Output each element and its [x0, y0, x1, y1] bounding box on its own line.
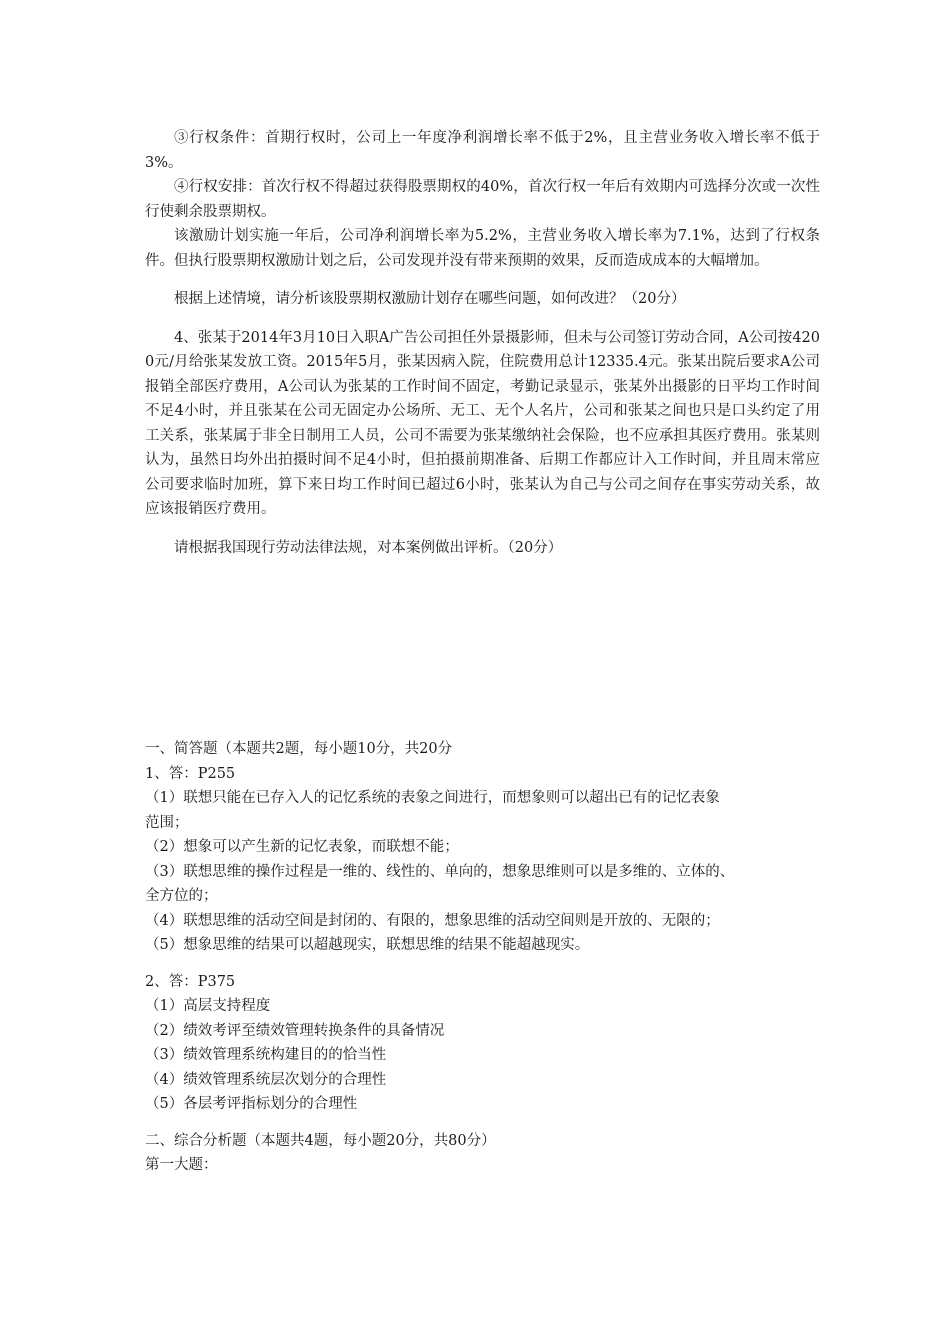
- result-paragraph: 该激励计划实施一年后，公司净利润增长率为5.2%，主营业务收入增长率为7.1%，达到了行权条件。但执行股票期权激励计划之后，公司发现并没有带来预期的效果，反而造成成本的大幅增加。: [145, 228, 820, 269]
- answer-1-item: 全方位的；: [145, 888, 218, 904]
- answer-1-item: （1）联想只能在已存入人的记忆系统的表象之间进行，而想象则可以超出已有的记忆表象: [145, 790, 720, 806]
- answer-2-item: （3）绩效管理系统构建目的的恰当性: [145, 1047, 387, 1063]
- answer-2-item: （5）各层考评指标划分的合理性: [145, 1096, 358, 1112]
- answer-1-item: （4）联想思维的活动空间是封闭的、有限的，想象思维的活动空间则是开放的、无限的；: [145, 912, 720, 929]
- section-2-title: 二、综合分析题（本题共4题，每小题20分，共80分）: [145, 1132, 496, 1149]
- question-3-prompt: 根据上述情境，请分析该股票期权激励计划存在哪些问题，如何改进？（20分）: [174, 291, 686, 307]
- answer-1-heading: 1、答：P255: [145, 765, 236, 782]
- section-1-title: 一、简答题（本题共2题，每小题10分，共20分: [145, 741, 453, 757]
- answer-2-item: （1）高层支持程度: [145, 998, 271, 1014]
- answer-2-heading: 2、答：P375: [145, 973, 236, 990]
- question-4-prompt: 请根据我国现行劳动法律法规，对本案例做出评析。（20分）: [174, 539, 563, 556]
- case-4-paragraph: 4、张某于2014年3月10日入职A广告公司担任外景摄影师，但未与公司签订劳动合同，A公司按4200元/月给张某发放工资。2015年5月，张某因病入院，住院费用总计12335.4元。张某出院后要求A公司报销全部医疗费用，A公司认为张某的工作时间不固定，考勤记录显示，张某外出摄影的日平均工作时间不足4小时，并且张某在公司无固定办公场所、无工、无个人名片，公司和张某之间也只是口头约定了用工关系，张某属于非全日制用工人员，公司不需要为张某缴纳社会保险，也不应承担其医疗费用。张某则认为，虽然日均外出拍摄时间不足4小时，但拍摄前期准备、后期工作都应计入工作时间，并且周末常应公司要求临时加班，算下来日均工作时间已超过6小时，张某认为自己与公司之间存在事实劳动关系，故应该报销医疗费用。: [145, 329, 820, 517]
- exercise-condition-paragraph: ③行权条件：首期行权时，公司上一年度净利润增长率不低于2%，且主营业务收入增长率不低于3%。: [145, 130, 820, 171]
- answer-2-item: （4）绩效管理系统层次划分的合理性: [145, 1071, 387, 1088]
- answer-1-item: （2）想象可以产生新的记忆表象，而联想不能；: [145, 839, 459, 855]
- answer-1-item: 范围；: [145, 814, 189, 831]
- answers-block: [145, 737, 835, 1178]
- exercise-arrangement-paragraph: ④行权安排：首次行权不得超过获得股票期权的40%，首次行权一年后有效期内可选择分次或一次性行使剩余股票期权。: [145, 179, 820, 220]
- part-1-heading: 第一大题：: [145, 1157, 218, 1173]
- answer-1-item: （3）联想思维的操作过程是一维的、线性的、单向的，想象思维则可以是多维的、立体的、: [145, 863, 735, 880]
- answer-1-item: （5）想象思维的结果可以超越现实，联想思维的结果不能超越现实。: [145, 937, 590, 953]
- answer-2-item: （2）绩效考评至绩效管理转换条件的具备情况: [145, 1022, 445, 1039]
- question-block: [145, 126, 820, 560]
